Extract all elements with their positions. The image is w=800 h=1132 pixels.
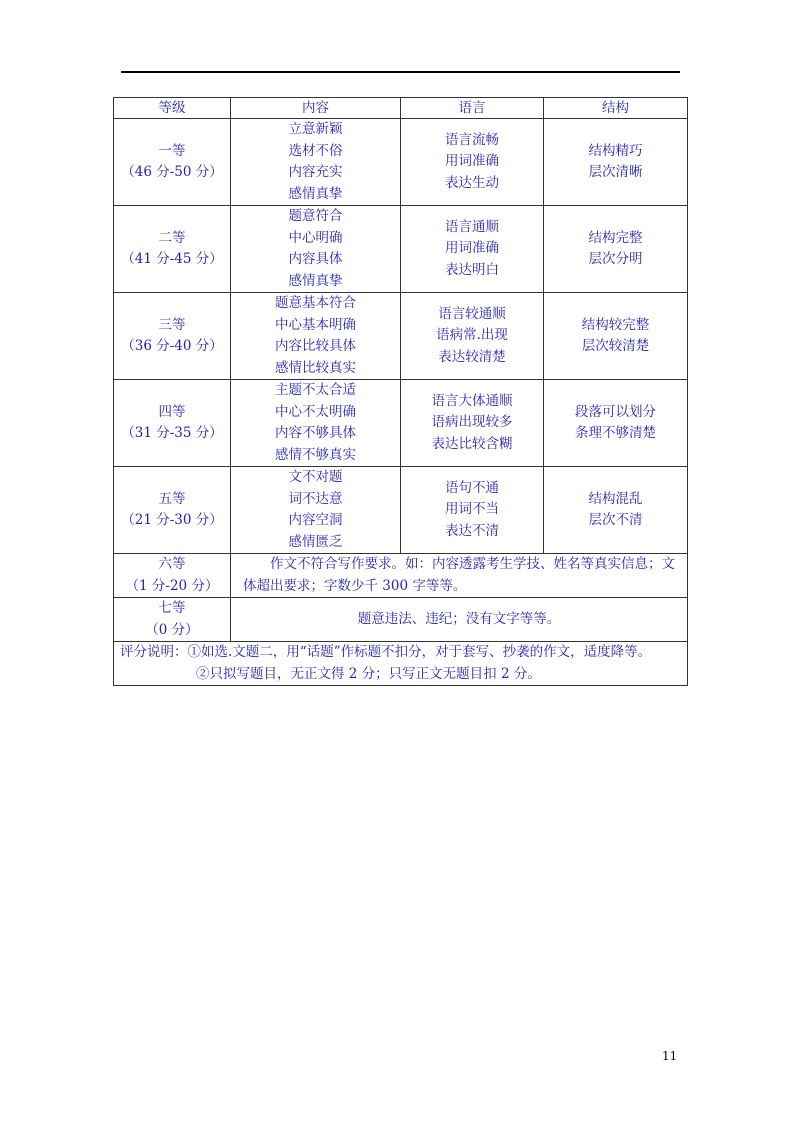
grade-cell	[114, 119, 231, 206]
table-row	[114, 554, 688, 598]
structure-cell	[544, 119, 688, 206]
structure-cell	[544, 467, 688, 554]
page-number: 11	[662, 1049, 678, 1063]
grade-range: （0 分）	[145, 621, 199, 638]
grading-rubric-table	[113, 97, 688, 686]
content-item: 题意符合	[288, 208, 343, 224]
structure-item: 层次不清	[588, 512, 643, 528]
header-content: 内容	[231, 98, 401, 119]
content-item: 内容具体	[288, 251, 343, 267]
structure-item: 层次较清楚	[581, 338, 650, 354]
content-item: 内容不够具体	[275, 425, 356, 441]
grade-range: （36 分-40 分）	[121, 338, 223, 354]
grade-name: 七等	[158, 600, 186, 616]
scoring-note-line1: 评分说明：①如选.文题二，用“话题”作标题不扣分，对于套写、抄袭的作文，适度降等。	[120, 644, 652, 660]
language-item: 表达生动	[445, 174, 499, 191]
grade-name: 四等	[158, 403, 186, 420]
structure-cell	[544, 293, 688, 380]
content-cell	[231, 293, 401, 380]
content-cell	[231, 119, 401, 206]
grade-cell	[114, 293, 231, 380]
structure-item: 层次分明	[588, 251, 643, 267]
scoring-note	[114, 642, 688, 686]
grade-range: （21 分-30 分）	[121, 512, 223, 528]
language-item: 用词准确	[445, 153, 499, 170]
header-rule	[121, 71, 680, 73]
scoring-note-row	[114, 642, 688, 686]
content-item: 文不对题	[288, 469, 343, 485]
content-item: 中心明确	[288, 229, 343, 246]
structure-cell	[544, 380, 688, 467]
language-item: 语言大体通顺	[431, 392, 513, 409]
grade-name: 三等	[158, 316, 186, 333]
structure-item: 结构精巧	[588, 142, 643, 159]
grade-cell	[114, 598, 231, 642]
header-structure: 结构	[544, 98, 688, 119]
scoring-note-line2: ②只拟写题目，无正文得 2 分；只写正文无题目扣 2 分。	[196, 665, 541, 682]
table-row	[114, 206, 688, 293]
grade-cell	[114, 380, 231, 467]
content-item: 选材不俗	[288, 142, 343, 159]
content-item: 感情比较真实	[275, 359, 356, 376]
language-cell	[401, 467, 544, 554]
level6-description	[231, 554, 688, 598]
language-item: 表达不清	[445, 522, 499, 539]
table-row	[114, 467, 688, 554]
grade-range: （31 分-35 分）	[121, 425, 223, 441]
language-cell	[401, 293, 544, 380]
language-item: 语言较通顺	[438, 305, 506, 322]
language-item: 表达比较含糊	[431, 435, 513, 452]
language-cell	[401, 380, 544, 467]
language-item: 表达明白	[445, 261, 499, 278]
content-item: 立意新颖	[288, 121, 343, 137]
grade-range: （41 分-45 分）	[121, 251, 223, 267]
grade-name: 五等	[158, 490, 186, 507]
content-item: 感情匮乏	[288, 533, 343, 550]
grade-cell	[114, 554, 231, 598]
language-cell	[401, 206, 544, 293]
grade-name: 一等	[158, 142, 186, 159]
language-item: 用词准确	[445, 240, 499, 257]
language-item: 用词不当	[445, 501, 499, 518]
structure-item: 结构混乱	[588, 490, 643, 507]
language-item: 语言流畅	[445, 131, 499, 148]
content-item: 内容充实	[288, 164, 343, 180]
table-row	[114, 380, 688, 467]
content-item: 内容比较具体	[275, 338, 356, 354]
content-item: 感情真挚	[288, 272, 343, 289]
language-item: 表达较清楚	[438, 348, 506, 365]
level7-description: 题意违法、违纪；没有文字等等。	[231, 598, 688, 642]
content-item: 中心不太明确	[275, 403, 356, 420]
header-language: 语言	[401, 98, 544, 119]
structure-item: 条理不够清楚	[575, 425, 656, 441]
content-item: 内容空洞	[288, 512, 343, 528]
level6-text-line2: 体超出要求；字数少千 300 字等等。	[243, 577, 467, 594]
language-item: 语言通顺	[445, 218, 499, 235]
content-item: 感情不够真实	[275, 446, 356, 463]
header-grade: 等级	[114, 98, 231, 119]
grade-name: 六等	[158, 556, 186, 572]
structure-item: 结构完整	[588, 229, 643, 246]
grade-cell	[114, 467, 231, 554]
grade-cell	[114, 206, 231, 293]
table-header-row	[114, 98, 688, 119]
table-row	[114, 598, 688, 642]
content-item: 感情真挚	[288, 185, 343, 202]
language-item: 语句不通	[445, 479, 499, 496]
level6-text-line1: 作文不符合写作要求。如：内容透露考生学技、姓名等真实信息；文	[270, 556, 675, 572]
content-item: 题意基本符合	[275, 295, 356, 311]
content-cell	[231, 467, 401, 554]
content-item: 词不达意	[288, 490, 343, 507]
grade-range: （46 分-50 分）	[121, 164, 223, 180]
structure-item: 段落可以划分	[575, 403, 656, 420]
content-cell	[231, 380, 401, 467]
language-cell	[401, 119, 544, 206]
structure-item: 结构较完整	[581, 316, 650, 333]
structure-cell	[544, 206, 688, 293]
grade-range: （1 分-20 分）	[125, 577, 219, 594]
content-item: 中心基本明确	[275, 316, 356, 333]
language-item: 语病常.出现	[436, 327, 508, 344]
grade-name: 二等	[158, 229, 186, 246]
table-row	[114, 119, 688, 206]
structure-item: 层次清晰	[588, 164, 643, 180]
language-item: 语病出现较多	[431, 414, 513, 431]
content-cell	[231, 206, 401, 293]
table-row	[114, 293, 688, 380]
content-item: 主题不太合适	[275, 382, 356, 398]
